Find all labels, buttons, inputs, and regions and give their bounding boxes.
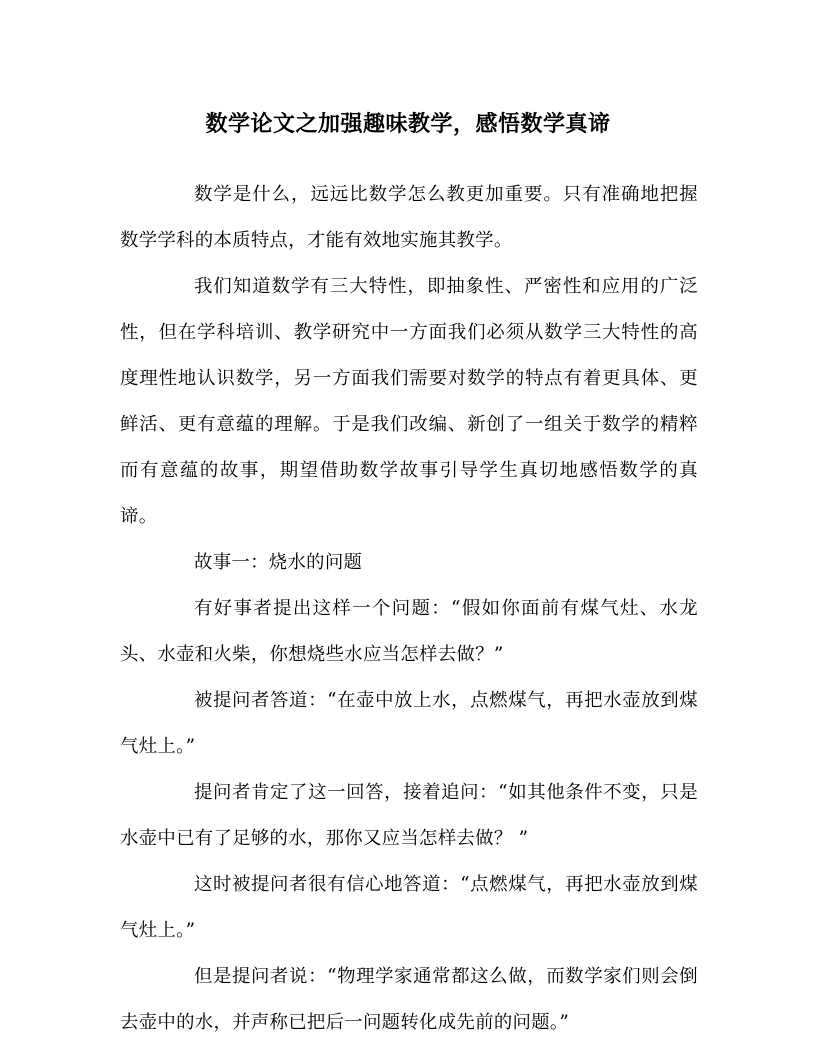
paragraph-story-heading: 故事一：烧水的问题 (194, 552, 363, 573)
paragraph-follow-up: 提问者肯定了这一回答，接着追问：“如其他条件不变，只是水壶中已有了足够的水，那你又应当怎样去做？ ” (120, 782, 698, 849)
document-body (120, 172, 698, 1046)
paragraph-answer-2: 这时被提问者很有信心地答道：“点燃煤气，再把水壶放到煤气灶上。” (120, 874, 698, 941)
paragraph-intro: 数学是什么，远远比数学怎么教更加重要。只有准确地把握数学学科的本质特点，才能有效地实施其教学。 (120, 184, 698, 251)
paragraph-answer-1: 被提问者答道：“在壶中放上水，点燃煤气，再把水壶放到煤气灶上。” (120, 690, 698, 757)
paragraph-three-properties: 我们知道数学有三大特性，即抽象性、严密性和应用的广泛性，但在学科培训、教学研究中一方面我们必须从数学三大特性的高度理性地认识数学，另一方面我们需要对数学的特点有着更具体、更鲜活、更有意蕴的理解。于是我们改编、新创了一组关于数学的精粹而有意蕴的故事，期望借助数学故事引导学生真切地感悟数学的真谛。 (120, 276, 698, 527)
document-title: 数学论文之加强趣味教学，感悟数学真谛 (205, 111, 611, 137)
paragraph-question: 有好事者提出这样一个问题：“假如你面前有煤气灶、水龙头、水壶和火柴，你想烧些水应当怎样去做？” (120, 598, 698, 665)
paragraph-conclusion: 但是提问者说：“物理学家通常都这么做，而数学家们则会倒去壶中的水，并声称已把后一问题转化成先前的问题。” (120, 966, 698, 1033)
